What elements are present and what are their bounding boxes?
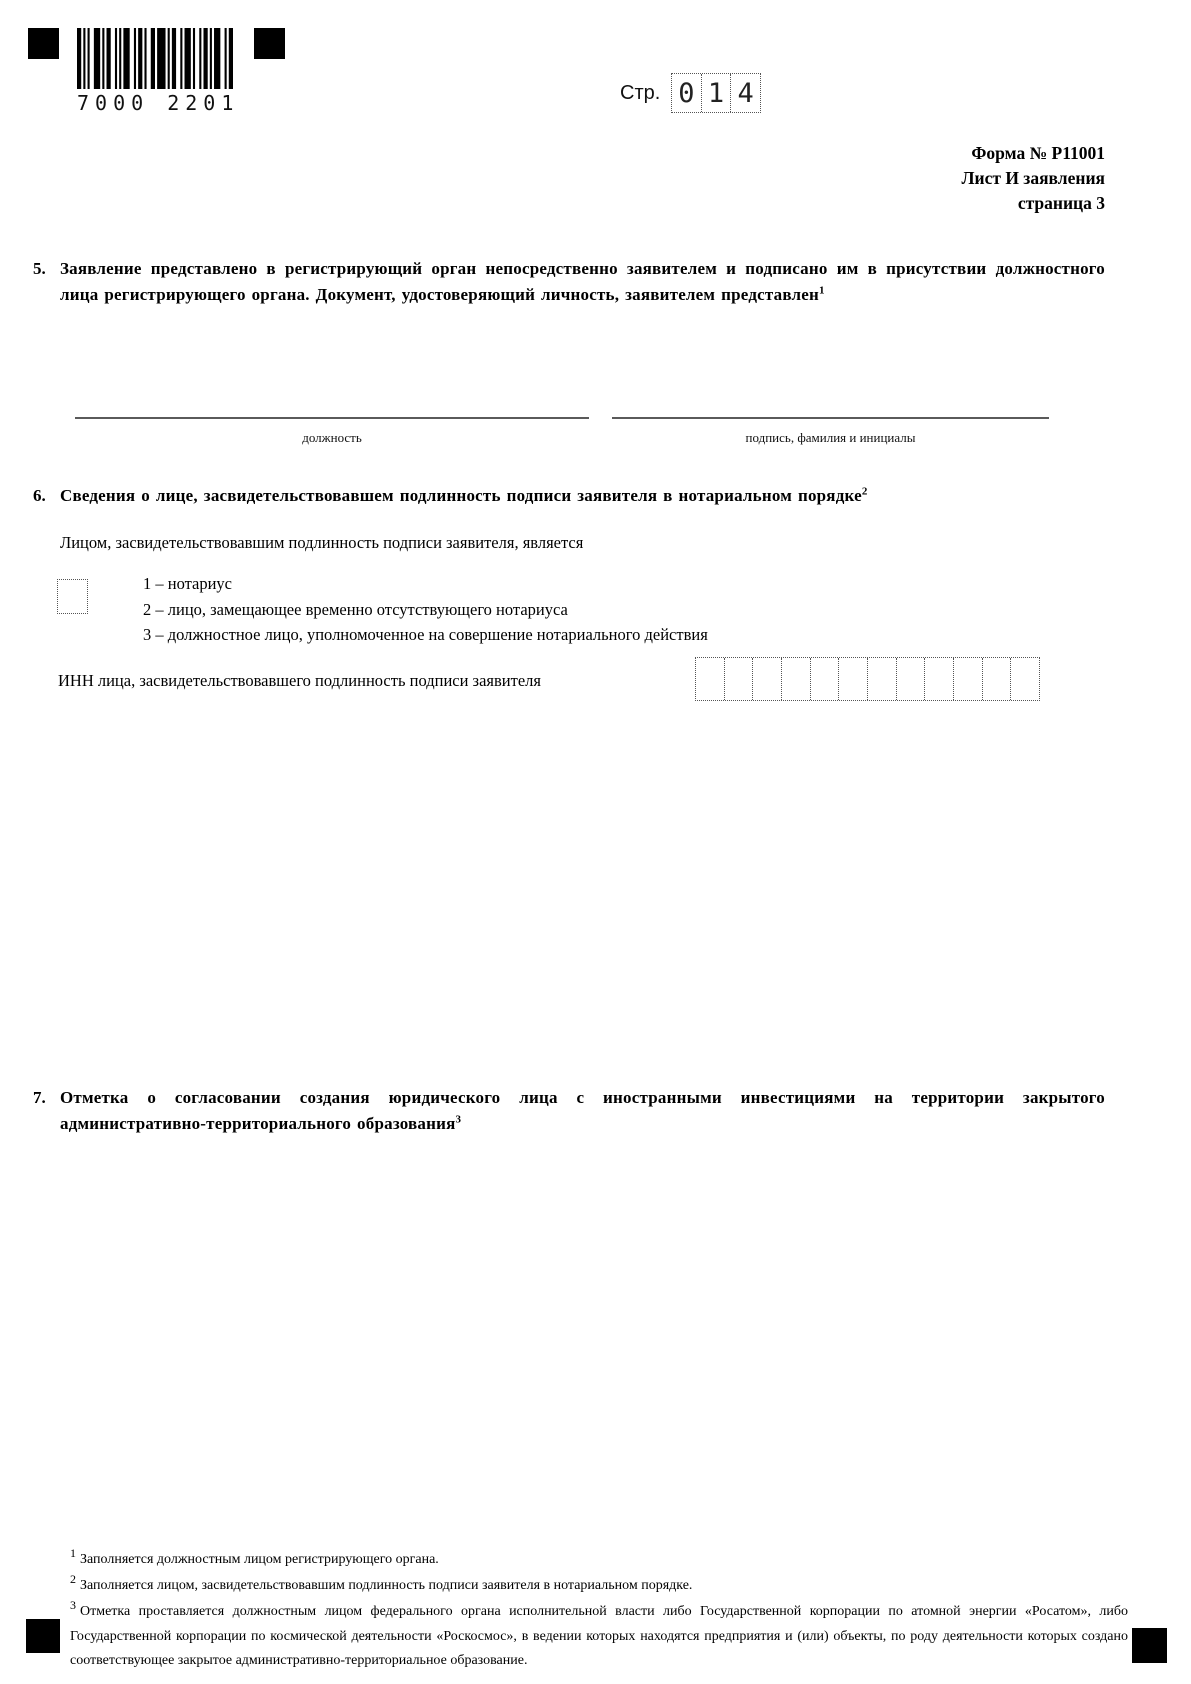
footnote-3-ref: 3	[70, 1598, 76, 1613]
footnote-ref-2: 2	[861, 485, 868, 498]
footnote-2-ref: 2	[70, 1572, 76, 1587]
signature-line-signature-label: подпись, фамилия и инициалы	[745, 430, 916, 445]
inn-cell[interactable]	[752, 658, 781, 700]
footnote-1-ref: 1	[70, 1546, 76, 1561]
page-number-label: Стр.	[620, 82, 661, 104]
section-6-title-content: Сведения о лице, засвидетельствовавшем подлинность подписи заявителя в нотариальном порядке	[60, 486, 862, 505]
page-number-field	[671, 73, 761, 113]
footnote-1-text: Заполняется должностным лицом регистрирующего органа.	[80, 1552, 439, 1567]
inn-cell[interactable]	[867, 658, 896, 700]
section-7-title-content: Отметка о согласовании создания юридического лица с иностранными инвестициями на территории закрытого административно-территориального образования	[60, 1088, 1105, 1133]
form-number: Форма № Р11001	[971, 143, 1105, 163]
page-number-cell: 1	[701, 74, 731, 112]
barcode-icon	[77, 28, 233, 89]
section-7	[33, 1085, 1105, 1136]
section-5	[33, 256, 1105, 307]
footnote-ref-1: 1	[818, 283, 825, 296]
registration-mark-top-left	[28, 28, 59, 59]
section-7-number: 7.	[33, 1088, 46, 1107]
notary-option-3: 3 – должностное лицо, уполномоченное на совершение нотариального действия	[143, 625, 708, 644]
inn-cell[interactable]	[953, 658, 982, 700]
registration-mark-bottom-left	[26, 1619, 60, 1653]
registration-mark-bottom-right	[1132, 1628, 1167, 1663]
inn-cell[interactable]	[838, 658, 867, 700]
inn-cell[interactable]	[924, 658, 953, 700]
signature-line-position[interactable]	[75, 417, 589, 419]
footnote-ref-3: 3	[455, 1112, 462, 1125]
form-sheet: Лист И заявления	[961, 168, 1105, 188]
section-5-number: 5.	[33, 259, 46, 278]
page-number-cell: 4	[730, 74, 760, 112]
footnote-3-text: Отметка проставляется должностным лицом федерального органа исполнительной власти либо Государственной корпорации по атомной энергии «Росатом», либо Государственной корпорации по космической деятельности «Роскосмос», в ведении которых находятся предприятия и (или) объекты, по роду деятельности которых создано соответствующее закрытое административно-территориальное образование.	[70, 1604, 1128, 1668]
barcode-digits: 7000 2201	[77, 91, 240, 115]
section-5-text	[60, 256, 1105, 307]
footnote-1	[70, 1548, 1128, 1573]
registration-mark-top-mid	[254, 28, 285, 59]
section-7-title	[60, 1085, 1105, 1136]
inn-cell[interactable]	[696, 658, 724, 700]
notary-type-options	[143, 571, 708, 648]
inn-cell[interactable]	[896, 658, 925, 700]
signature-line-position-label: должность	[302, 430, 362, 445]
section-6-number: 6.	[33, 486, 46, 505]
inn-cell[interactable]	[1010, 658, 1039, 700]
footnote-2	[70, 1574, 1128, 1599]
inn-cell[interactable]	[982, 658, 1011, 700]
notary-option-1: 1 – нотариус	[143, 574, 233, 593]
footnote-2-text: Заполняется лицом, засвидетельствовавшим подлинность подписи заявителя в нотариальном порядке.	[80, 1578, 693, 1593]
page-number-cell: 0	[678, 77, 695, 109]
section-6-intro: Лицом, засвидетельствовавшим подлинность подписи заявителя, является	[60, 533, 584, 552]
footnote-3	[70, 1600, 1128, 1674]
inn-cell[interactable]	[781, 658, 810, 700]
signature-line-signature[interactable]	[612, 417, 1049, 419]
inn-field	[695, 657, 1040, 701]
section-5-text-content: Заявление представлено в регистрирующий орган непосредственно заявителем и подписано им в присутствии должностного лица регистрирующего органа. Документ, удостоверяющий личность, заявителем представлен	[60, 259, 1105, 304]
inn-label: ИНН лица, засвидетельствовавшего подлинность подписи заявителя	[58, 671, 541, 690]
section-6	[33, 483, 1105, 509]
form-page-number: страница 3	[1017, 193, 1105, 213]
notary-type-checkbox[interactable]	[57, 579, 88, 614]
notary-option-2: 2 – лицо, замещающее временно отсутствующего нотариуса	[143, 599, 568, 619]
inn-cell[interactable]	[724, 658, 753, 700]
form-header	[961, 141, 1105, 216]
inn-cell[interactable]	[810, 658, 839, 700]
section-6-title	[60, 483, 1105, 509]
